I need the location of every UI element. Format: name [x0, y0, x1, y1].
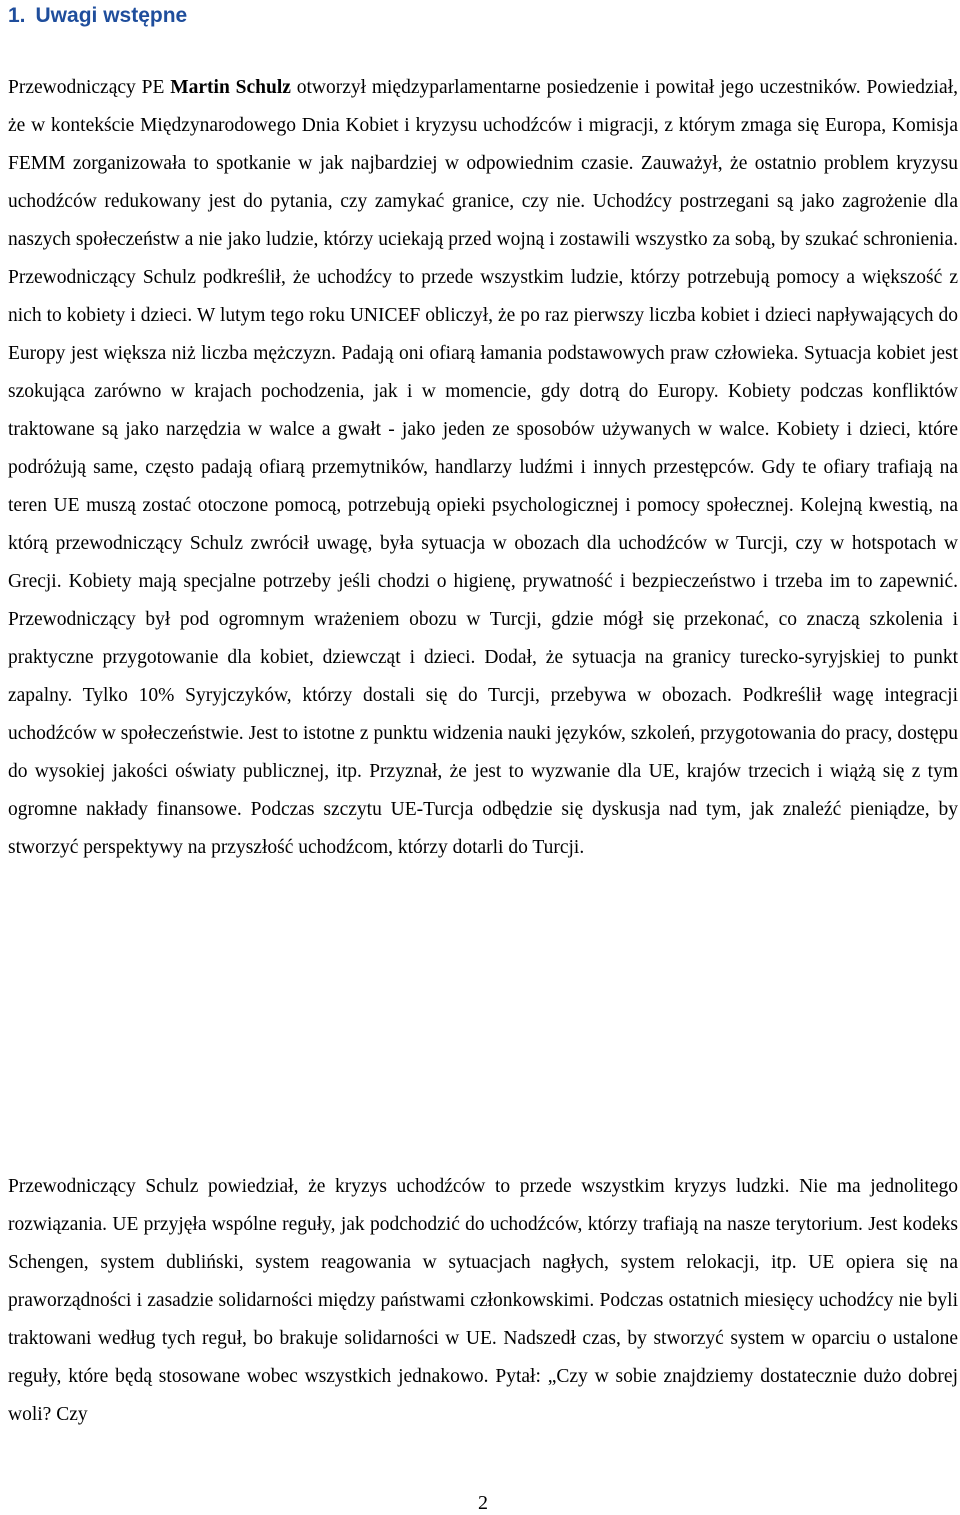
section-heading [8, 2, 187, 30]
paragraph-body: otworzył międzyparlamentarne posiedzenie i powitał jego uczestników. Powiedział, że w kontekście Międzynarodowego Dnia Kobiet i kryzysu uchodźców i migracji, z którym zmaga się Europa, Komisja FEMM zorganizowała to spotkanie w jak najbardziej w odpowiednim czasie. Zauważył, że ostatnio problem kryzysu uchodźców redukowany jest do pytania, czy zamykać granice, czy nie. Uchodźcy postrzegani są jako zagrożenie dla naszych społeczeństw a nie jako ludzie, którzy uciekają przed wojną i zostawili wszystko za sobą, by szukać schronienia. Przewodniczący Schulz podkreślił, że uchodźcy to przede wszystkim ludzie, którzy potrzebują pomocy a większość z nich to kobiety i dzieci. W lutym tego roku UNICEF obliczył, że po raz pierwszy liczba kobiet i dzieci napływających do Europy jest większa niż liczba mężczyzn. Padają oni ofiarą łamania podstawowych praw człowieka. Sytuacja kobiet jest szokująca zarówno w krajach pochodzenia, jak i w momencie, gdy dotrą do Europy. Kobiety podczas konfliktów traktowane są jako narzędzia w walce a gwałt - jako jeden ze sposobów używanych w walce. Kobiety i dzieci, które podróżują same, często padają ofiarą przemytników, handlarzy ludźmi i innych przestępców. Gdy te ofiary trafiają na teren UE muszą zostać otoczone pomocą, potrzebują opieki psychologicznej i pomocy społecznej. Kolejną kwestią, na którą przewodniczący Schulz zwrócił uwagę, była sytuacja w obozach dla uchodźców w Turcji, czy w hotspotach w Grecji. Kobiety mają specjalne potrzeby jeśli chodzi o higienę, prywatność i bezpieczeństwo i trzeba im to zapewnić. Przewodniczący był pod ogromnym wrażeniem obozu w Turcji, gdzie mógł się przekonać, co znaczą szkolenia i praktyczne przygotowanie dla kobiet, dziewcząt i dzieci. Dodał, że sytuacja na granicy turecko-syryjskiej to punkt zapalny. Tylko 10% Syryjczyków, którzy dostali się do Turcji, przebywa w obozach. Podkreślił wagę integracji uchodźców w społeczeństwie. Jest to istotne z punktu widzenia nauki języków, szkoleń, przygotowania do pracy, dostępu do wysokiej jakości oświaty publicznej, itp. Przyznał, że jest to wyzwanie dla UE, krajów trzecich i wiążą się z tym ogromne nakłady finansowe. Podczas szczytu UE-Turcja odbędzie się dyskusja nad tym, jak znaleźć pieniądze, by stworzyć perspektywy na przyszłość uchodźcom, którzy dotarli do Turcji. [8, 77, 958, 858]
paragraph-opening-remarks [8, 69, 958, 867]
speaker-name: Martin Schulz [170, 77, 291, 98]
section-number: 1. [8, 4, 26, 27]
paragraph-body: Przewodniczący Schulz powiedział, że kryzys uchodźców to przede wszystkim kryzys ludzki. Nie ma jednolitego rozwiązania. UE przyjęła wspólne reguły, jak podchodzić do uchodźców, którzy trafiają na nasze terytorium. Jest kodeks Schengen, system dubliński, system reagowania w sytuacjach nagłych, system relokacji, itp. UE opiera się na praworządności i zasadzie solidarności między państwami członkowskimi. Podczas ostatnich miesięcy uchodźcy nie byli traktowani według tych reguł, bo brakuje solidarności w UE. Nadszedł czas, by stworzyć system w oparciu o ustalone reguły, które będą stosowane wobec wszystkich jednakowo. Pytał: „Czy w sobie znajdziemy dostatecznie dużo dobrej woli? Czy [8, 1176, 958, 1425]
paragraph-intro: Przewodniczący PE [8, 77, 171, 98]
page-number: 2 [478, 1492, 488, 1514]
section-title-text: Uwagi wstępne [35, 4, 188, 27]
paragraph-refugee-crisis [8, 1168, 958, 1434]
